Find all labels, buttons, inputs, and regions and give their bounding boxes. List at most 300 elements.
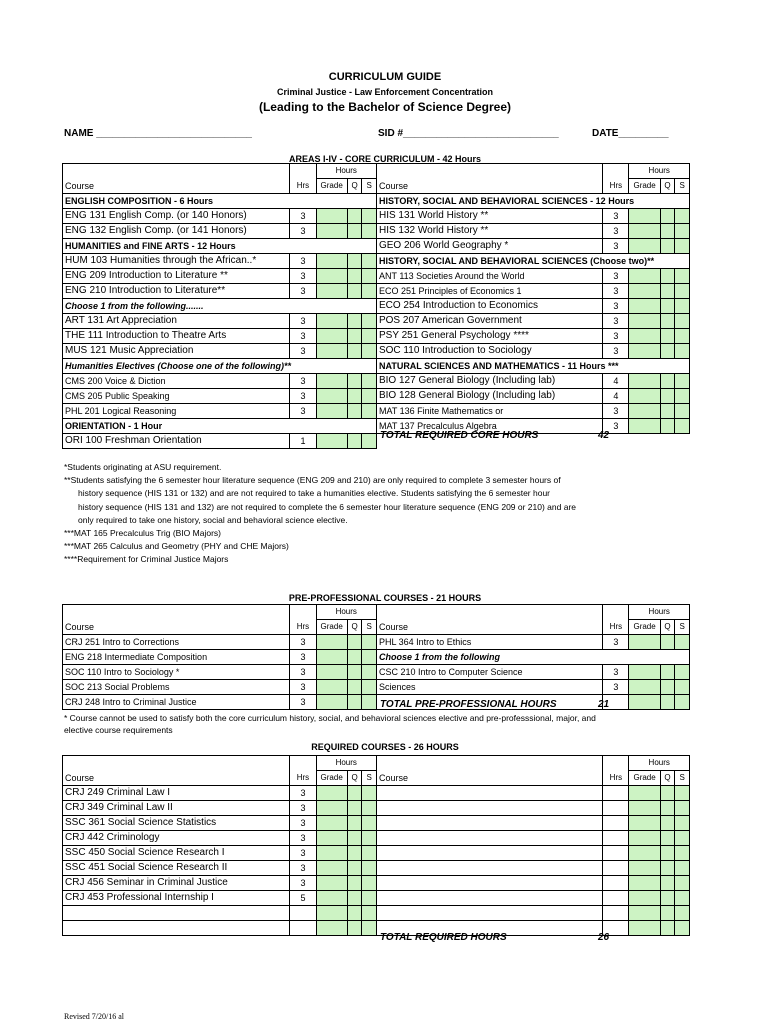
course-cell: ENG 131 English Comp. (or 140 Honors) <box>63 209 290 224</box>
s-cell[interactable] <box>675 389 690 404</box>
s-cell[interactable] <box>362 650 377 665</box>
grade-cell[interactable] <box>316 284 347 299</box>
hrs-cell: 3 <box>603 680 629 695</box>
s-cell[interactable] <box>675 891 690 906</box>
grade-cell[interactable] <box>629 239 660 254</box>
grade-cell[interactable] <box>316 906 347 921</box>
hrs-header: Hrs <box>290 771 316 786</box>
hrs-cell: 3 <box>603 419 629 434</box>
table-row <box>63 419 690 434</box>
table-row <box>63 635 690 650</box>
empty-course-cell <box>376 891 602 906</box>
course-header: Course <box>376 771 602 786</box>
prepro-total-label: TOTAL PRE-PROFESSIONAL HOURS <box>380 699 557 710</box>
q-cell[interactable] <box>660 891 675 906</box>
hrs-cell: 3 <box>603 209 629 224</box>
hrs-header: Hrs <box>603 620 629 635</box>
table-row <box>63 861 690 876</box>
q-cell[interactable] <box>347 224 362 239</box>
grade-cell[interactable] <box>629 695 660 710</box>
q-cell[interactable] <box>347 404 362 419</box>
s-cell[interactable] <box>675 314 690 329</box>
grade-cell[interactable] <box>316 389 347 404</box>
grade-cell[interactable] <box>316 635 347 650</box>
grade-header: Grade <box>629 179 660 194</box>
s-cell[interactable] <box>675 269 690 284</box>
hrs-cell: 3 <box>290 635 316 650</box>
q-cell[interactable] <box>347 389 362 404</box>
s-cell[interactable] <box>675 299 690 314</box>
course-cell: ART 131 Art Appreciation <box>63 314 290 329</box>
s-cell[interactable] <box>675 695 690 710</box>
course-cell: MAT 137 Precalculus Algebra <box>376 419 602 434</box>
grade-header: Grade <box>629 620 660 635</box>
degree-line: (Leading to the Bachelor of Science Degree) <box>258 100 512 114</box>
header-spacer <box>63 605 290 620</box>
grade-cell[interactable] <box>316 816 347 831</box>
grade-cell[interactable] <box>629 419 660 434</box>
q-cell[interactable] <box>347 254 362 269</box>
s-cell[interactable] <box>675 224 690 239</box>
q-cell[interactable] <box>660 314 675 329</box>
q-cell[interactable] <box>660 374 675 389</box>
course-header: Course <box>63 620 290 635</box>
grade-cell[interactable] <box>629 314 660 329</box>
s-cell[interactable] <box>362 404 377 419</box>
grade-cell[interactable] <box>316 861 347 876</box>
grade-cell[interactable] <box>316 404 347 419</box>
s-cell[interactable] <box>675 635 690 650</box>
grade-header: Grade <box>316 620 347 635</box>
q-cell[interactable] <box>347 344 362 359</box>
q-cell[interactable] <box>660 921 675 936</box>
grade-cell[interactable] <box>629 224 660 239</box>
hrs-cell <box>603 831 629 846</box>
grade-cell[interactable] <box>629 861 660 876</box>
s-cell[interactable] <box>675 846 690 861</box>
s-cell[interactable] <box>675 921 690 936</box>
grade-cell[interactable] <box>629 891 660 906</box>
grade-cell[interactable] <box>629 209 660 224</box>
q-cell[interactable] <box>660 680 675 695</box>
course-cell: CMS 205 Public Speaking <box>63 389 290 404</box>
hrs-cell: 3 <box>290 831 316 846</box>
table-row <box>63 921 690 936</box>
q-cell[interactable] <box>347 846 362 861</box>
hours-header: Hours <box>316 756 376 771</box>
s-header: S <box>675 179 690 194</box>
empty-course-cell <box>376 876 602 891</box>
table-row <box>63 695 690 710</box>
hrs-cell: 3 <box>290 876 316 891</box>
s-cell[interactable] <box>362 906 377 921</box>
grade-cell[interactable] <box>316 921 347 936</box>
header-spacer <box>376 605 602 620</box>
s-cell[interactable] <box>675 801 690 816</box>
q-cell[interactable] <box>660 695 675 710</box>
header-spacer <box>603 605 629 620</box>
course-cell: THE 111 Introduction to Theatre Arts <box>63 329 290 344</box>
grade-cell[interactable] <box>629 846 660 861</box>
hrs-header: Hrs <box>603 179 629 194</box>
empty-course-cell <box>376 861 602 876</box>
course-header: Course <box>63 771 290 786</box>
hrs-cell: 3 <box>290 816 316 831</box>
grade-cell[interactable] <box>316 891 347 906</box>
hrs-cell: 3 <box>603 665 629 680</box>
q-cell[interactable] <box>660 816 675 831</box>
grade-cell[interactable] <box>629 680 660 695</box>
grade-cell[interactable] <box>316 650 347 665</box>
grade-cell[interactable] <box>629 921 660 936</box>
hrs-cell: 3 <box>603 299 629 314</box>
s-cell[interactable] <box>675 876 690 891</box>
hrs-cell: 3 <box>290 801 316 816</box>
s-cell[interactable] <box>362 801 377 816</box>
table-row <box>63 434 690 449</box>
course-cell: PHL 364 Intro to Ethics <box>376 635 602 650</box>
grade-cell[interactable] <box>316 434 347 449</box>
s-cell[interactable] <box>362 786 377 801</box>
s-cell[interactable] <box>675 665 690 680</box>
q-cell[interactable] <box>660 876 675 891</box>
grade-cell[interactable] <box>629 831 660 846</box>
hrs-cell <box>603 891 629 906</box>
grade-cell[interactable] <box>316 254 347 269</box>
grade-cell[interactable] <box>629 389 660 404</box>
q-cell[interactable] <box>347 650 362 665</box>
q-cell[interactable] <box>660 635 675 650</box>
s-cell[interactable] <box>675 329 690 344</box>
header-spacer <box>290 605 316 620</box>
q-cell[interactable] <box>660 419 675 434</box>
q-cell[interactable] <box>347 314 362 329</box>
footnotes <box>64 461 576 567</box>
footnote-line: only required to take one history, social and behavioral science elective. <box>78 514 348 525</box>
hrs-cell: 3 <box>603 269 629 284</box>
empty-course-cell <box>376 846 602 861</box>
hrs-cell <box>603 801 629 816</box>
grade-cell[interactable] <box>316 695 347 710</box>
s-cell[interactable] <box>362 269 377 284</box>
table-row <box>63 786 690 801</box>
hrs-cell: 3 <box>603 344 629 359</box>
hrs-cell: 3 <box>290 224 316 239</box>
section-heading: HISTORY, SOCIAL AND BEHAVIORAL SCIENCES (Choose two)** <box>376 254 689 269</box>
q-cell[interactable] <box>347 329 362 344</box>
s-cell[interactable] <box>675 786 690 801</box>
s-cell[interactable] <box>362 374 377 389</box>
grade-cell[interactable] <box>316 374 347 389</box>
s-cell[interactable] <box>675 284 690 299</box>
grade-cell[interactable] <box>316 314 347 329</box>
required-total-label: TOTAL REQUIRED HOURS <box>380 932 507 943</box>
name-field[interactable]: NAME ____________________________ <box>64 128 252 139</box>
section-heading: HUMANITIES and FINE ARTS - 12 Hours <box>63 239 377 254</box>
q-cell[interactable] <box>660 329 675 344</box>
empty-course-cell <box>376 831 602 846</box>
grade-cell[interactable] <box>316 680 347 695</box>
table-row <box>63 680 690 695</box>
s-cell[interactable] <box>362 254 377 269</box>
q-cell[interactable] <box>660 861 675 876</box>
hrs-cell: 5 <box>290 891 316 906</box>
hrs-cell: 3 <box>290 665 316 680</box>
hrs-cell: 3 <box>603 239 629 254</box>
course-cell: CRJ 349 Criminal Law II <box>63 801 290 816</box>
q-cell[interactable] <box>347 209 362 224</box>
hrs-cell: 3 <box>290 329 316 344</box>
s-cell[interactable] <box>362 861 377 876</box>
grade-cell[interactable] <box>629 374 660 389</box>
course-cell: ENG 210 Introduction to Literature** <box>63 284 290 299</box>
s-cell[interactable] <box>362 344 377 359</box>
empty-course-cell <box>376 801 602 816</box>
table-row <box>63 284 690 299</box>
q-cell[interactable] <box>347 801 362 816</box>
q-cell[interactable] <box>347 921 362 936</box>
grade-cell[interactable] <box>629 876 660 891</box>
hrs-cell: 3 <box>290 695 316 710</box>
core-total-value: 42 <box>598 430 610 441</box>
course-cell: CRJ 442 Criminology <box>63 831 290 846</box>
prepro-total-value: 21 <box>598 699 610 710</box>
q-cell[interactable] <box>660 786 675 801</box>
s-cell[interactable] <box>675 816 690 831</box>
q-cell[interactable] <box>660 906 675 921</box>
prepro-section-title: PRE-PROFESSIONAL COURSES - 21 HOURS <box>288 593 482 603</box>
course-cell: CMS 200 Voice & Diction <box>63 374 290 389</box>
course-cell: PSY 251 General Psychology **** <box>376 329 602 344</box>
table-row <box>63 876 690 891</box>
grade-cell[interactable] <box>316 329 347 344</box>
s-cell[interactable] <box>362 831 377 846</box>
q-cell[interactable] <box>347 635 362 650</box>
grade-cell[interactable] <box>629 269 660 284</box>
footnote-line: ****Requirement for Criminal Justice Majors <box>64 554 229 565</box>
pre-professional-table <box>62 604 690 710</box>
q-cell[interactable] <box>347 861 362 876</box>
s-cell[interactable] <box>675 209 690 224</box>
q-header: Q <box>660 771 675 786</box>
s-cell[interactable] <box>675 404 690 419</box>
grade-cell[interactable] <box>629 329 660 344</box>
q-cell[interactable] <box>660 344 675 359</box>
grade-header: Grade <box>629 771 660 786</box>
s-cell[interactable] <box>362 434 377 449</box>
hrs-cell: 3 <box>290 284 316 299</box>
table-row <box>63 239 690 254</box>
table-row <box>63 374 690 389</box>
q-cell[interactable] <box>347 269 362 284</box>
hrs-cell: 3 <box>290 861 316 876</box>
s-cell[interactable] <box>362 876 377 891</box>
q-cell[interactable] <box>660 239 675 254</box>
hrs-cell <box>603 861 629 876</box>
footnote-line: **Students satisfying the 6 semester hour literature sequence (ENG 209 and 210) are only required to complete 3 semester hours of <box>64 475 561 486</box>
s-cell[interactable] <box>675 374 690 389</box>
empty-course-cell <box>63 906 290 921</box>
course-cell: SSC 450 Social Science Research I <box>63 846 290 861</box>
grade-cell[interactable] <box>316 224 347 239</box>
s-cell[interactable] <box>362 695 377 710</box>
hrs-cell <box>290 906 316 921</box>
hrs-header: Hrs <box>603 771 629 786</box>
required-section-title: REQUIRED COURSES - 26 HOURS <box>311 742 459 752</box>
s-cell[interactable] <box>362 389 377 404</box>
course-cell: ECO 254 Introduction to Economics <box>376 299 602 314</box>
q-header: Q <box>660 620 675 635</box>
grade-header: Grade <box>316 179 347 194</box>
q-cell[interactable] <box>347 906 362 921</box>
q-cell[interactable] <box>347 831 362 846</box>
s-cell[interactable] <box>362 846 377 861</box>
q-cell[interactable] <box>347 284 362 299</box>
course-cell: MAT 136 Finite Mathematics or <box>376 404 602 419</box>
q-cell[interactable] <box>660 209 675 224</box>
q-cell[interactable] <box>660 269 675 284</box>
s-cell[interactable] <box>362 921 377 936</box>
s-cell[interactable] <box>362 224 377 239</box>
core-section-title: AREAS I-IV - CORE CURRICULUM - 42 Hours <box>288 154 481 164</box>
s-cell[interactable] <box>675 239 690 254</box>
s-cell[interactable] <box>362 314 377 329</box>
grade-cell[interactable] <box>316 846 347 861</box>
grade-cell[interactable] <box>629 801 660 816</box>
q-cell[interactable] <box>660 801 675 816</box>
q-header: Q <box>347 771 362 786</box>
table-row <box>63 254 690 269</box>
s-cell[interactable] <box>675 861 690 876</box>
s-cell[interactable] <box>675 419 690 434</box>
table-row <box>63 314 690 329</box>
q-cell[interactable] <box>660 846 675 861</box>
q-cell[interactable] <box>347 374 362 389</box>
course-cell: HIS 131 World History ** <box>376 209 602 224</box>
hrs-cell: 3 <box>290 404 316 419</box>
header-spacer <box>603 164 629 179</box>
course-cell: ANT 113 Societies Around the World <box>376 269 602 284</box>
s-cell[interactable] <box>675 831 690 846</box>
core-total-label: TOTAL REQUIRED CORE HOURS <box>380 430 539 441</box>
q-cell[interactable] <box>347 876 362 891</box>
s-header: S <box>362 179 377 194</box>
hours-header: Hours <box>316 605 376 620</box>
s-header: S <box>675 620 690 635</box>
q-cell[interactable] <box>660 389 675 404</box>
q-cell[interactable] <box>660 831 675 846</box>
course-header: Course <box>376 620 602 635</box>
q-cell[interactable] <box>347 891 362 906</box>
course-cell: GEO 206 World Geography * <box>376 239 602 254</box>
table-row <box>63 816 690 831</box>
table-row <box>63 194 690 209</box>
footnote-line: ***MAT 265 Calculus and Geometry (PHY and CHE Majors) <box>64 541 289 552</box>
grade-cell[interactable] <box>316 786 347 801</box>
s-cell[interactable] <box>675 344 690 359</box>
hrs-cell: 3 <box>603 284 629 299</box>
hrs-cell: 3 <box>290 344 316 359</box>
q-cell[interactable] <box>347 680 362 695</box>
q-header: Q <box>660 179 675 194</box>
section-heading: HISTORY, SOCIAL AND BEHAVIORAL SCIENCES - 12 Hours <box>376 194 689 209</box>
q-cell[interactable] <box>660 299 675 314</box>
q-cell[interactable] <box>347 434 362 449</box>
hrs-cell: 4 <box>603 374 629 389</box>
table-row <box>63 801 690 816</box>
grade-cell[interactable] <box>629 665 660 680</box>
grade-cell[interactable] <box>316 269 347 284</box>
required-total-value: 26 <box>598 932 610 943</box>
table-row <box>63 650 690 665</box>
course-cell: PHL 201 Logical Reasoning <box>63 404 290 419</box>
s-cell[interactable] <box>362 284 377 299</box>
q-cell[interactable] <box>660 665 675 680</box>
course-cell: POS 207 American Government <box>376 314 602 329</box>
s-cell[interactable] <box>675 906 690 921</box>
course-cell: MUS 121 Music Appreciation <box>63 344 290 359</box>
grade-cell[interactable] <box>316 344 347 359</box>
q-cell[interactable] <box>347 665 362 680</box>
s-cell[interactable] <box>362 209 377 224</box>
course-cell: ORI 100 Freshman Orientation <box>63 434 290 449</box>
page-title: CURRICULUM GUIDE <box>328 71 442 83</box>
q-cell[interactable] <box>660 224 675 239</box>
grade-cell[interactable] <box>316 665 347 680</box>
q-cell[interactable] <box>347 695 362 710</box>
q-cell[interactable] <box>347 786 362 801</box>
header-spacer <box>290 164 316 179</box>
grade-cell[interactable] <box>629 299 660 314</box>
hrs-cell: 3 <box>290 314 316 329</box>
grade-cell[interactable] <box>316 209 347 224</box>
q-cell[interactable] <box>660 404 675 419</box>
q-cell[interactable] <box>660 284 675 299</box>
section-heading: Choose 1 from the following....... <box>63 299 377 314</box>
s-cell[interactable] <box>362 680 377 695</box>
s-cell[interactable] <box>675 680 690 695</box>
grade-cell[interactable] <box>629 284 660 299</box>
grade-cell[interactable] <box>629 635 660 650</box>
grade-cell[interactable] <box>316 831 347 846</box>
sid-field[interactable]: SID #____________________________ <box>378 128 559 139</box>
hours-header: Hours <box>629 605 690 620</box>
header-spacer <box>63 164 290 179</box>
grade-cell[interactable] <box>629 906 660 921</box>
q-cell[interactable] <box>347 816 362 831</box>
grade-cell[interactable] <box>316 801 347 816</box>
s-cell[interactable] <box>362 635 377 650</box>
course-header: Course <box>376 179 602 194</box>
grade-cell[interactable] <box>316 876 347 891</box>
s-header: S <box>675 771 690 786</box>
grade-cell[interactable] <box>629 404 660 419</box>
grade-cell[interactable] <box>629 344 660 359</box>
header-spacer <box>63 756 290 771</box>
date-field[interactable]: DATE_________ <box>592 128 669 139</box>
hrs-cell: 3 <box>290 389 316 404</box>
course-cell: SSC 451 Social Science Research II <box>63 861 290 876</box>
s-cell[interactable] <box>362 665 377 680</box>
s-cell[interactable] <box>362 329 377 344</box>
grade-cell[interactable] <box>629 786 660 801</box>
s-cell[interactable] <box>362 816 377 831</box>
s-cell[interactable] <box>362 891 377 906</box>
hrs-cell <box>603 906 629 921</box>
hrs-cell: 3 <box>290 209 316 224</box>
empty-course-cell <box>376 816 602 831</box>
grade-cell[interactable] <box>629 816 660 831</box>
